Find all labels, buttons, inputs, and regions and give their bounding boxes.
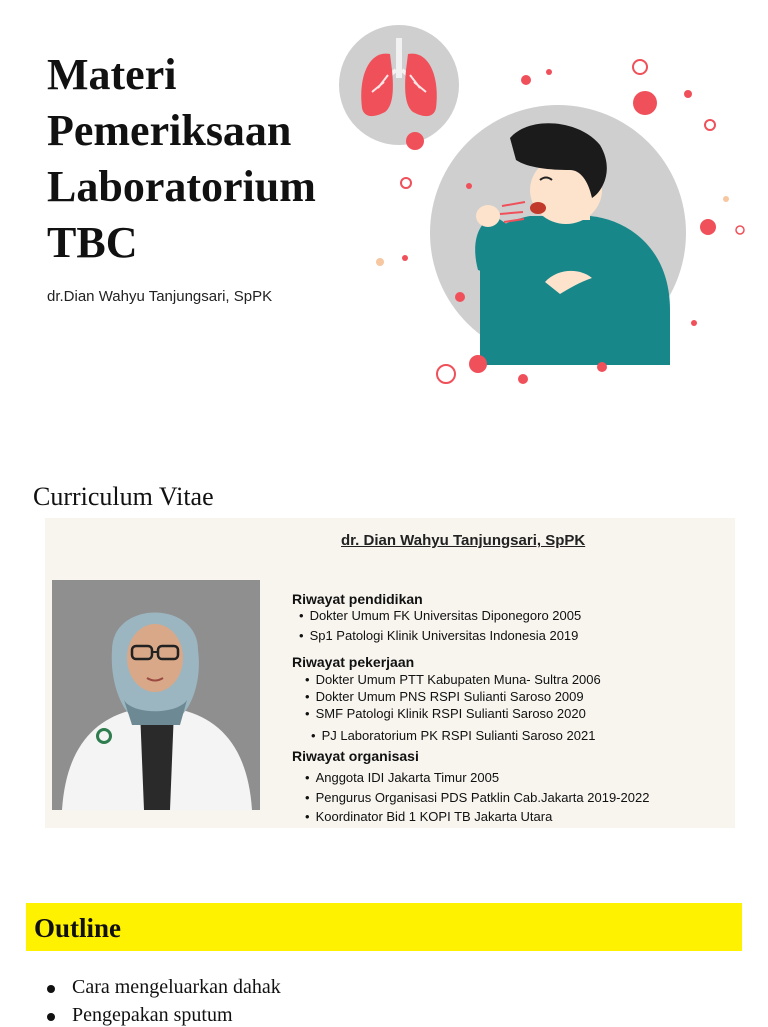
lungs-icon: [339, 25, 459, 145]
work-item: • Dokter Umum PTT Kabupaten Muna- Sultra 2006: [305, 672, 601, 687]
cv-card: [45, 518, 735, 828]
profile-photo: [52, 580, 260, 810]
title-line: TBC: [47, 218, 138, 267]
title-line: Pemeriksaan: [47, 106, 292, 155]
bullet-dot: [47, 985, 55, 993]
slide-title: [47, 47, 316, 271]
organization-item: • Pengurus Organisasi PDS Patklin Cab.Jakarta 2019-2022: [305, 790, 649, 805]
coughing-person-illustration: [330, 20, 760, 400]
outline-banner: [26, 903, 742, 951]
work-item: • PJ Laboratorium PK RSPI Sulianti Saroso 2021: [311, 728, 595, 743]
work-item: • Dokter Umum PNS RSPI Sulianti Saroso 2009: [305, 689, 584, 704]
organization-item: • Anggota IDI Jakarta Timur 2005: [305, 770, 499, 785]
cv-name: dr. Dian Wahyu Tanjungsari, SpPK: [341, 532, 586, 549]
title-line: Materi: [47, 50, 177, 99]
bullet-dot: [47, 1013, 55, 1021]
education-item: • Sp1 Patologi Klinik Universitas Indonesia 2019: [299, 628, 578, 643]
author-name: dr.Dian Wahyu Tanjungsari, SpPK: [47, 288, 273, 305]
outline-item: Pengepakan sputum: [72, 1004, 233, 1026]
organization-item: • Koordinator Bid 1 KOPI TB Jakarta Utara: [305, 809, 552, 824]
cv-heading: Curriculum Vitae: [33, 482, 214, 511]
education-item: • Dokter Umum FK Universitas Diponegoro 2005: [299, 608, 581, 623]
outline-title: Outline: [34, 913, 122, 943]
work-item: • SMF Patologi Klinik RSPI Sulianti Saroso 2020: [305, 706, 586, 721]
outline-item: Cara mengeluarkan dahak: [72, 976, 281, 998]
section-organization-title: Riwayat organisasi: [292, 748, 419, 764]
title-line: Laboratorium: [47, 162, 316, 211]
section-work-title: Riwayat pekerjaan: [292, 654, 415, 670]
section-education-title: Riwayat pendidikan: [292, 591, 423, 607]
